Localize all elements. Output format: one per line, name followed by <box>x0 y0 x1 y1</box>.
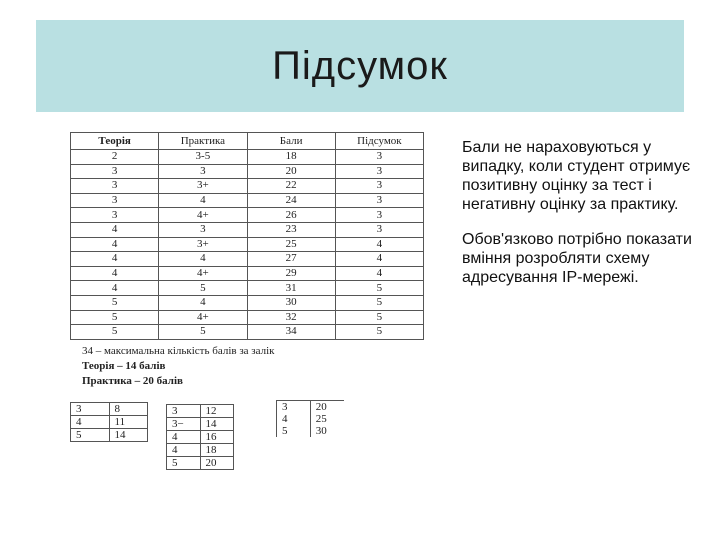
notes <box>82 344 275 389</box>
table-cell: 3 <box>335 222 423 237</box>
table-row <box>71 416 148 429</box>
table-row <box>71 179 424 194</box>
header-total: Підсумок <box>335 133 423 150</box>
table-cell: 3 <box>71 403 110 416</box>
table-cell: 5 <box>335 310 423 325</box>
note-practice-points: Практика – 20 балів <box>82 375 183 387</box>
table-cell: 20 <box>200 457 234 470</box>
table-cell: 4 <box>335 266 423 281</box>
table-cell: 5 <box>159 281 247 296</box>
table-row <box>71 150 424 165</box>
table-cell: 3 <box>335 179 423 194</box>
slide-title: Підсумок <box>272 43 448 88</box>
title-band <box>36 20 684 112</box>
table-row <box>71 429 148 442</box>
table-cell: 3 <box>167 405 201 418</box>
table-cell: 14 <box>109 429 148 442</box>
table-cell: 5 <box>167 457 201 470</box>
table-cell: 5 <box>335 281 423 296</box>
table-cell: 3− <box>167 418 201 431</box>
table-row <box>71 222 424 237</box>
table-cell: 3+ <box>159 179 247 194</box>
grades-table <box>70 132 424 340</box>
small-table-2 <box>166 404 234 470</box>
table-cell: 5 <box>71 295 159 310</box>
table-row <box>277 413 345 425</box>
table-cell: 14 <box>200 418 234 431</box>
table-cell: 30 <box>247 295 335 310</box>
table-cell: 4+ <box>159 310 247 325</box>
header-points: Бали <box>247 133 335 150</box>
note-max-points: 34 – максимальна кількість балів за залік <box>82 345 275 357</box>
table-cell: 4 <box>335 252 423 267</box>
table-cell: 24 <box>247 193 335 208</box>
table-cell: 4 <box>71 416 110 429</box>
table-cell: 20 <box>310 401 344 414</box>
table-cell: 5 <box>71 325 159 340</box>
table-cell: 4 <box>167 444 201 457</box>
table-row <box>71 403 148 416</box>
table-row <box>167 431 234 444</box>
table-cell: 4 <box>71 222 159 237</box>
table-cell: 4 <box>159 252 247 267</box>
table-cell: 11 <box>109 416 148 429</box>
table-cell: 3+ <box>159 237 247 252</box>
table-cell: 2 <box>71 150 159 165</box>
explanation-paragraph-1: Бали не нараховуються у випадку, коли студент отримує позитивну оцінку за тест і негативну оцінку за практику. <box>462 139 691 213</box>
table-row <box>71 325 424 340</box>
note-theory-points: Теорія – 14 балів <box>82 360 166 372</box>
explanation-text <box>462 138 694 303</box>
table-cell: 25 <box>247 237 335 252</box>
table-cell: 8 <box>109 403 148 416</box>
table-cell: 30 <box>310 425 344 437</box>
table-cell: 29 <box>247 266 335 281</box>
table-row <box>71 266 424 281</box>
table-cell: 16 <box>200 431 234 444</box>
table-cell: 27 <box>247 252 335 267</box>
header-practice: Практика <box>159 133 247 150</box>
table-row <box>167 444 234 457</box>
table-cell: 4 <box>71 237 159 252</box>
table-cell: 31 <box>247 281 335 296</box>
table-cell: 3 <box>335 208 423 223</box>
table-cell: 12 <box>200 405 234 418</box>
table-cell: 3 <box>71 179 159 194</box>
table-cell: 3 <box>335 193 423 208</box>
table-cell: 34 <box>247 325 335 340</box>
table-cell: 4+ <box>159 208 247 223</box>
table-cell: 4 <box>167 431 201 444</box>
table-cell: 23 <box>247 222 335 237</box>
table-cell: 4+ <box>159 266 247 281</box>
table-cell: 3 <box>159 222 247 237</box>
explanation-paragraph-2: Обов'язково потрібно показати вміння розробляти схему адресування IP-мережі. <box>462 231 692 286</box>
table-row <box>167 457 234 470</box>
table-cell: 18 <box>247 150 335 165</box>
table-row <box>71 208 424 223</box>
table-cell: 5 <box>159 325 247 340</box>
table-cell: 5 <box>277 425 311 437</box>
table-cell: 18 <box>200 444 234 457</box>
small-table-3 <box>276 400 344 437</box>
table-row <box>277 425 345 437</box>
table-cell: 4 <box>71 281 159 296</box>
table-cell: 4 <box>335 237 423 252</box>
table-row <box>71 295 424 310</box>
table-row <box>71 252 424 267</box>
table-cell: 4 <box>159 193 247 208</box>
table-cell: 3 <box>335 150 423 165</box>
table-row <box>71 310 424 325</box>
table-cell: 32 <box>247 310 335 325</box>
table-cell: 25 <box>310 413 344 425</box>
grades-table-header <box>71 133 424 150</box>
table-cell: 4 <box>71 266 159 281</box>
table-cell: 22 <box>247 179 335 194</box>
table-cell: 5 <box>335 325 423 340</box>
table-cell: 3 <box>71 193 159 208</box>
table-cell: 3 <box>71 208 159 223</box>
table-row <box>71 193 424 208</box>
header-theory: Теорія <box>71 133 159 150</box>
table-row <box>167 405 234 418</box>
table-cell: 3 <box>277 401 311 414</box>
table-cell: 26 <box>247 208 335 223</box>
table-cell: 4 <box>71 252 159 267</box>
table-row <box>277 401 345 414</box>
table-row <box>167 418 234 431</box>
table-row <box>71 237 424 252</box>
table-cell: 3 <box>159 164 247 179</box>
table-row <box>71 281 424 296</box>
table-cell: 20 <box>247 164 335 179</box>
table-cell: 4 <box>159 295 247 310</box>
table-cell: 3-5 <box>159 150 247 165</box>
table-cell: 5 <box>335 295 423 310</box>
table-cell: 4 <box>277 413 311 425</box>
table-row <box>71 164 424 179</box>
table-cell: 3 <box>335 164 423 179</box>
table-cell: 3 <box>71 164 159 179</box>
table-cell: 5 <box>71 310 159 325</box>
small-table-1 <box>70 402 148 442</box>
table-cell: 5 <box>71 429 110 442</box>
